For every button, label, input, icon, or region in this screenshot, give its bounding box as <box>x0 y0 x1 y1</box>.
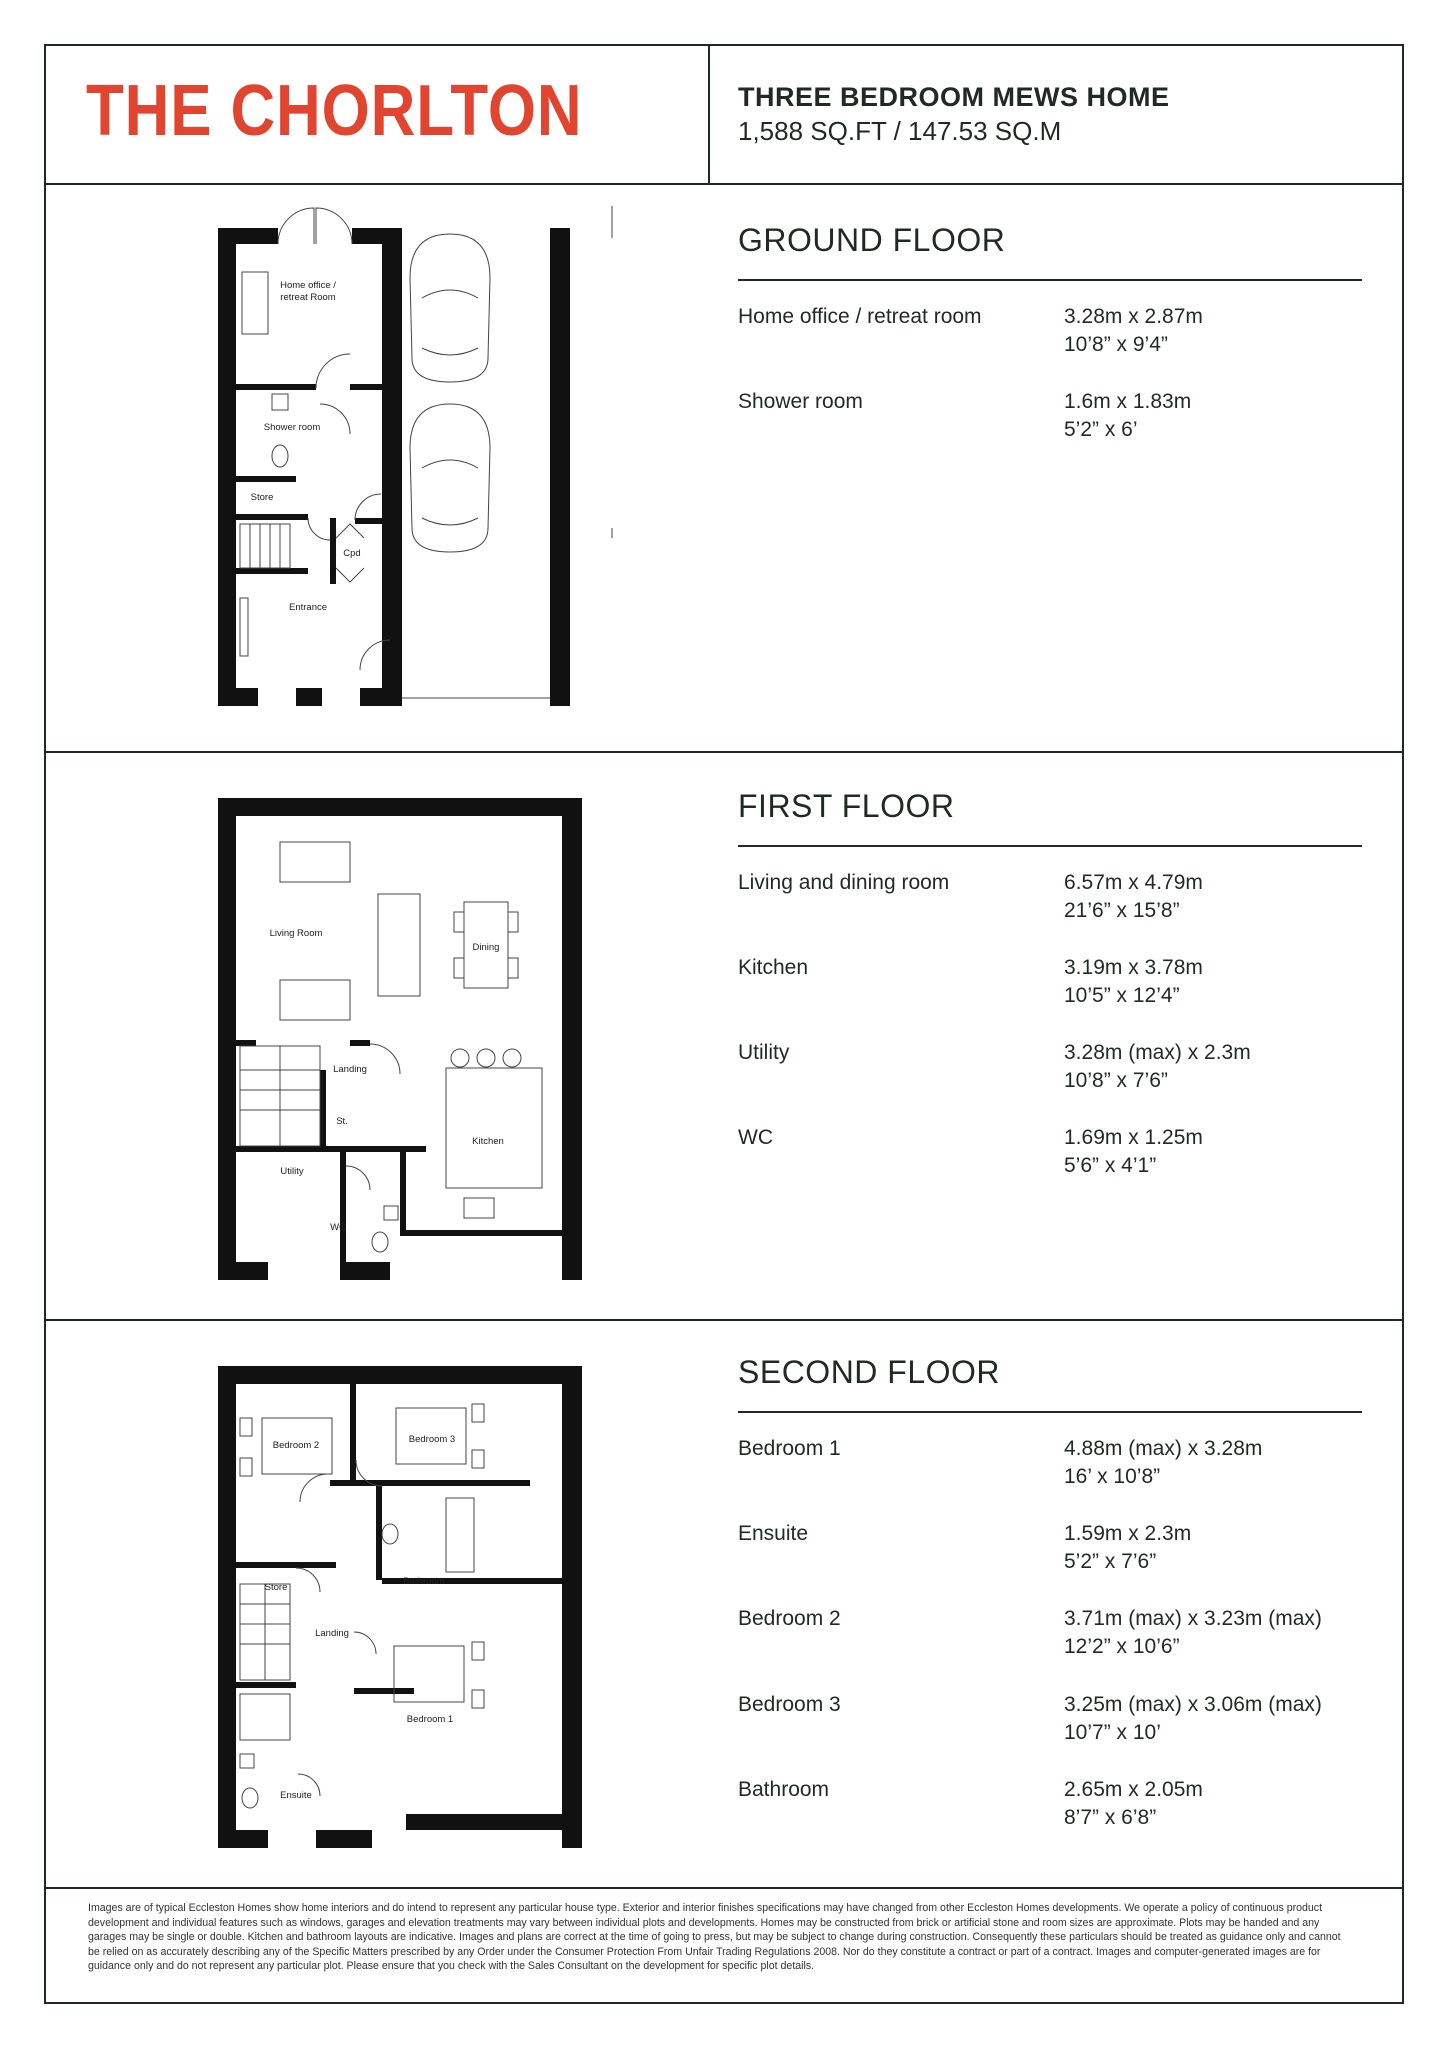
first-floor-title: FIRST FLOOR <box>738 788 955 824</box>
room-imperial: 10’7” x 10’ <box>1064 1721 1161 1744</box>
plan-label: Kitchen <box>472 1136 504 1147</box>
plan-label: Dining <box>472 942 500 953</box>
room-name: Utility <box>738 1041 790 1064</box>
plan-label: Cpd <box>343 548 361 559</box>
room-name: Bedroom 2 <box>738 1607 841 1630</box>
room-metric: 1.59m x 2.3m <box>1064 1522 1192 1545</box>
room-name: Shower room <box>738 390 863 413</box>
plan-label: Bedroom 3 <box>408 1434 456 1445</box>
plan-label: Ensuite <box>280 1790 312 1801</box>
plan-label: Bedroom 2 <box>272 1440 320 1451</box>
plan-label: Bedroom 1 <box>406 1714 454 1725</box>
room-imperial: 10’8” x 7’6” <box>1064 1069 1168 1092</box>
room-metric: 3.25m (max) x 3.06m (max) <box>1064 1693 1322 1716</box>
second-floor-rule <box>738 1411 1362 1413</box>
section-divider <box>44 1319 1404 1321</box>
room-imperial: 5’6” x 4’1” <box>1064 1154 1157 1177</box>
section-divider <box>44 751 1404 753</box>
plan-label: Store <box>250 492 274 503</box>
room-name: WC <box>738 1126 773 1149</box>
first-floor-plan <box>210 790 630 1290</box>
room-metric: 3.28m x 2.87m <box>1064 305 1203 328</box>
room-name: Bedroom 3 <box>738 1693 841 1716</box>
plan-label: retreat Room <box>280 292 336 303</box>
plan-label: Utility <box>280 1166 304 1177</box>
disclaimer-text: Images are of typical Eccleston Homes show home interiors and do intend to represent any particular house type. Exterior and interior finishes specifications may have changed from other Eccleston Homes developments. We operate a policy of continuous product development and individual features such as windows, garages and elevation treatments may vary between individual plots and developments. Homes may be constructed from brick or artificial stone and room sizes are approximate. Plots may be handed and any garages may be single or double. Kitchen and bathroom layouts are indicative. Images and plans are correct at the time of going to press, but may be subject to change during construction. Consequently these particulars should be treated as guidance only and cannot be relied on as accurately describing any of the Specific Matters prescribed by any Order under the Consumer Protection From Unfair Trading Regulations 2008. Nor do they constitute a contract or part of a contract. Images and computer-generated images are for guidance only and do not represent any particular plot. Please ensure that you check with the Sales Consultant on the development for specific plot details. <box>88 1902 1341 1973</box>
second-floor-plan <box>210 1358 630 1858</box>
room-imperial: 16’ x 10’8” <box>1064 1465 1161 1488</box>
room-name: Living and dining room <box>738 871 950 894</box>
home-type: THREE BEDROOM MEWS HOME <box>738 82 1170 112</box>
plan-label: Entrance <box>288 602 328 613</box>
section-divider <box>44 1887 1404 1889</box>
room-metric: 1.69m x 1.25m <box>1064 1126 1203 1149</box>
first-floor-rule <box>738 845 1362 847</box>
room-metric: 1.6m x 1.83m <box>1064 390 1192 413</box>
plan-label: Living Room <box>269 928 323 939</box>
room-imperial: 5’2” x 7’6” <box>1064 1550 1157 1573</box>
room-name: Bedroom 1 <box>738 1437 841 1460</box>
room-metric: 6.57m x 4.79m <box>1064 871 1203 894</box>
plan-label: Landing <box>315 1628 349 1639</box>
plan-label: Bathroom <box>403 1576 445 1587</box>
room-name: Bathroom <box>738 1778 830 1801</box>
plan-label: Landing <box>333 1064 367 1075</box>
room-metric: 3.19m x 3.78m <box>1064 956 1203 979</box>
room-imperial: 10’5” x 12’4” <box>1064 984 1180 1007</box>
header-divider <box>708 44 710 184</box>
second-floor-title: SECOND FLOOR <box>738 1354 1001 1390</box>
room-metric: 3.71m (max) x 3.23m (max) <box>1064 1607 1322 1630</box>
plan-label: St. <box>336 1116 348 1127</box>
room-imperial: 8’7” x 6’8” <box>1064 1806 1157 1829</box>
room-metric: 4.88m (max) x 3.28m <box>1064 1437 1263 1460</box>
ground-floor-plan <box>210 198 630 718</box>
room-name: Home office / retreat room <box>738 305 982 328</box>
room-imperial: 10’8” x 9’4” <box>1064 333 1168 356</box>
room-name: Ensuite <box>738 1522 809 1545</box>
room-imperial: 5’2” x 6’ <box>1064 418 1138 441</box>
home-area: 1,588 SQ.FT / 147.53 SQ.M <box>738 116 1062 146</box>
plan-label: Home office / <box>280 280 336 291</box>
ground-floor-rule <box>738 279 1362 281</box>
plan-label: Shower room <box>263 422 321 433</box>
section-divider <box>44 183 1404 185</box>
plan-label: Store <box>264 1582 288 1593</box>
room-name: Kitchen <box>738 956 809 979</box>
plan-label: WC <box>330 1222 346 1233</box>
room-imperial: 12’2” x 10’6” <box>1064 1635 1180 1658</box>
room-imperial: 21’6” x 15’8” <box>1064 899 1180 922</box>
brand-title: THE CHORLTON <box>86 71 583 151</box>
ground-floor-title: GROUND FLOOR <box>738 222 1006 258</box>
room-metric: 3.28m (max) x 2.3m <box>1064 1041 1251 1064</box>
room-metric: 2.65m x 2.05m <box>1064 1778 1203 1801</box>
